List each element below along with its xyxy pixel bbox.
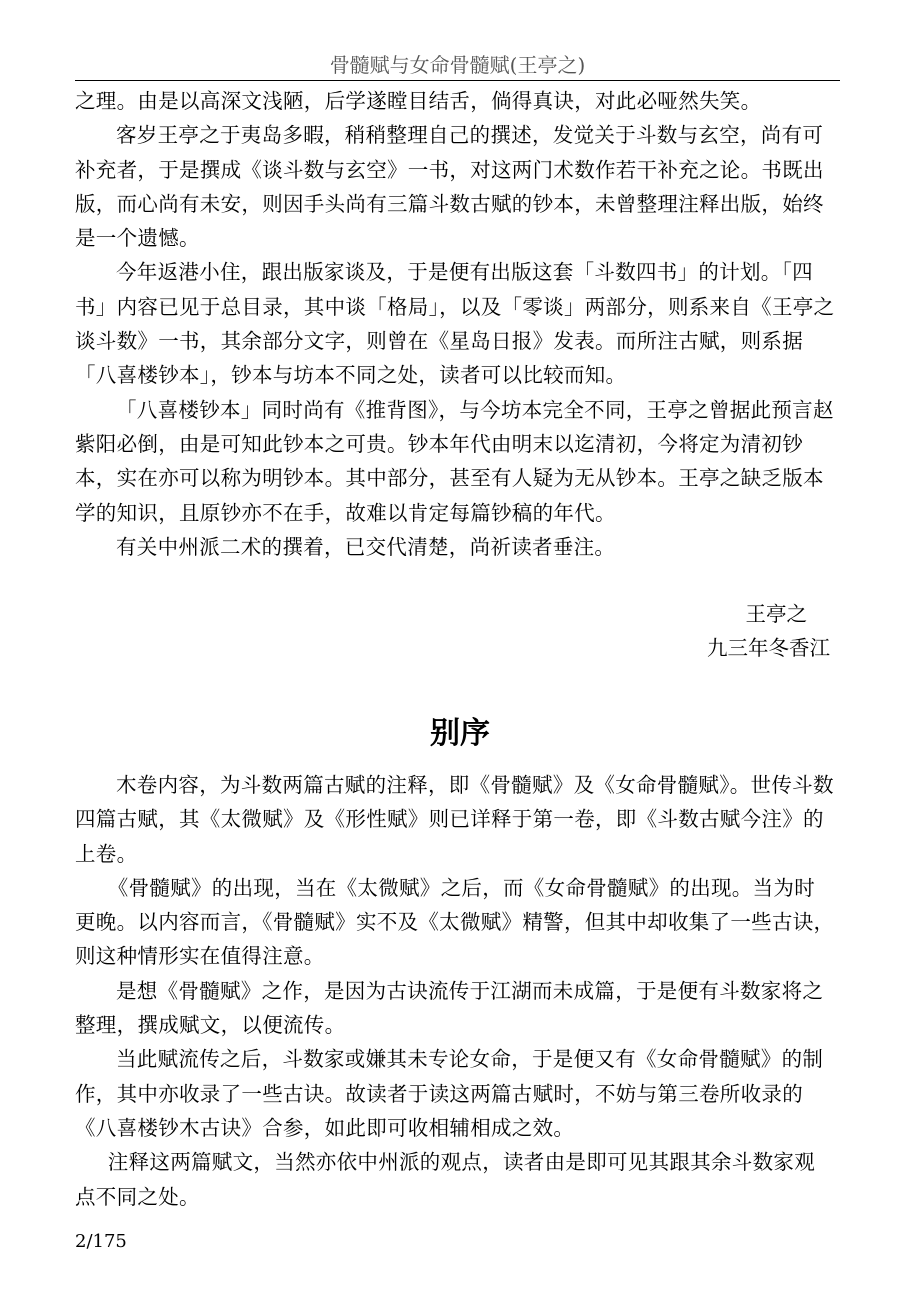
section-title-bie-xu: 别序 [430,716,490,751]
signature-name: 王亭之 [745,602,807,626]
preface-paragraph: 之理。由是以高深文浅陋，后学遂瞠目结舌，倘得真诀，对此必哑然失笑。 [75,89,762,113]
bie-xu-paragraph: 当此赋流传之后，斗数家或嫌其未专论女命，于是便又有《女命骨髓赋》的制作，其中亦收录了一些古诀。故读者于读这两篇古赋时，不妨与第三卷所收录的《八喜楼钞木古诀》合参，如此即可收相辅相成之效。 [75,1047,824,1140]
bie-xu-paragraph: 木卷内容，为斗数两篇古赋的注释，即《骨髓赋》及《女命骨髓赋》。世传斗数四篇古赋，其《太微赋》及《形性赋》则已详释于第一卷，即《斗数古赋今注》的上卷。 [75,773,834,866]
preface-paragraph: 「八喜楼钞本」同时尚有《推背图》，与今坊本完全不同，王亭之曾据此预言赵紫阳必倒，由是可知此钞本之可贵。钞本年代由明末以迄清初，今将定为清初钞本，实在亦可以称为明钞本。其中部分，甚至有人疑为无从钞本。王亭之缺乏版本学的知识，且原钞亦不在手，故难以肯定每篇钞稿的年代。 [75,397,834,525]
preface-paragraph: 今年返港小住，跟出版家谈及，于是便有出版这套「斗数四书」的计划。「四书」内容已见于总目录，其中谈「格局」，以及「零谈」两部分，则系来自《王亭之谈斗数》一书，其余部分文字，则曾在《星岛日报》发表。而所注古赋，则系据「八喜楼钞本」，钞本与坊本不同之处，读者可以比较而知。 [75,260,835,388]
page-header-title: 骨髓赋与女命骨髓赋(王亭之) [329,53,586,77]
bie-xu-paragraph: 注释这两篇赋文，当然亦依中州派的观点，读者由是即可见其跟其余斗数家观点不同之处。 [75,1150,815,1209]
bie-xu-paragraph: 是想《骨髓赋》之作，是因为古诀流传于江湖而未成篇，于是便有斗数家将之整理，撰成赋文，以便流传。 [75,978,824,1038]
preface-paragraph: 有关中州派二术的撰着，已交代清楚，尚祈读者垂注。 [116,534,616,559]
signature-date: 九三年冬香江 [707,636,830,660]
bie-xu-paragraph: 《骨髓赋》的出现，当在《太微赋》之后，而《女命骨髓赋》的出现。当为时更晚。以内容而言，《骨髓赋》实不及《太微赋》精警，但其中却收集了一些古诀，则这种情形实在值得注意。 [75,875,835,969]
preface-body [75,84,835,564]
preface-paragraph: 客岁王亭之于夷岛多暇，稍稍整理自己的撰述，发觉关于斗数与玄空，尚有可补充者，于是撰成《谈斗数与玄空》一书，对这两门术数作若干补充之论。书既出版，而心尚有未安，则因手头尚有三篇斗数古赋的钞本，未曾整理注释出版，始终是一个遗憾。 [75,123,824,251]
header-rule [75,80,840,81]
page-number: 2/175 [75,1231,127,1252]
bie-xu-body [75,768,835,1214]
